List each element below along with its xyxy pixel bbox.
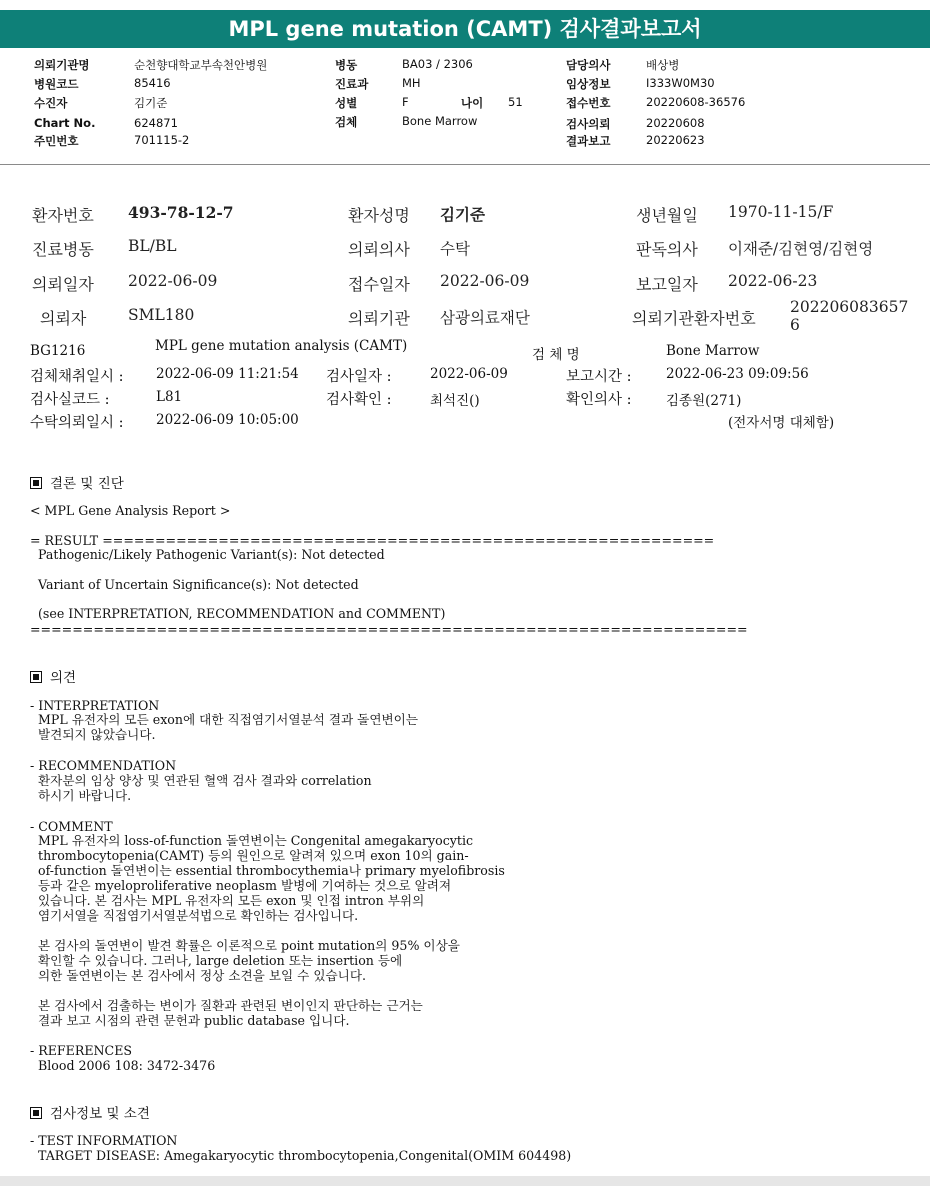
recommendation-heading: - RECOMMENDATION [30, 758, 177, 773]
header-label: 검체 [335, 115, 358, 129]
specimen-value: Bone Marrow [666, 343, 760, 359]
test-information-heading [30, 1102, 150, 1122]
patient-value: 수탁 [440, 240, 470, 258]
interpretation-heading: - INTERPRETATION [30, 698, 160, 713]
patient-label: 진료병동 [32, 240, 94, 259]
references-heading: - REFERENCES [30, 1043, 133, 1058]
header-label: 접수번호 [566, 96, 611, 110]
report-subtitle: < MPL Gene Analysis Report > [30, 503, 231, 518]
header-label: 수진자 [34, 96, 68, 110]
references-body: Blood 2006 108: 3472-3476 [30, 1058, 216, 1073]
conclusion-heading [30, 472, 124, 492]
result-text: Pathogenic/Likely Pathogenic Variant(s): Not detected [30, 547, 385, 562]
test-value: 2022-06-23 09:09:56 [666, 366, 809, 382]
header-value: 701115-2 [134, 133, 190, 147]
patient-value: 2022-06-09 [440, 272, 530, 290]
result-line: ==================================================================== [30, 622, 748, 637]
patient-label: 보고일자 [636, 275, 698, 294]
header-divider [0, 164, 930, 165]
patient-label: 의뢰기관 [348, 309, 410, 328]
patient-label: 환자성명 [348, 206, 410, 225]
patient-value: SML180 [128, 306, 195, 324]
section-title: 결론 및 진단 [50, 476, 124, 492]
page-bottom-bar [0, 1176, 930, 1186]
report-title: MPL gene mutation (CAMT) 검사결과보고서 [0, 10, 930, 48]
header-label: 진료과 [335, 77, 369, 91]
patient-value: 6 [790, 316, 800, 334]
header-value: 85416 [134, 76, 171, 90]
header-label: 결과보고 [566, 134, 611, 148]
patient-label: 환자번호 [32, 206, 94, 225]
patient-name: 김기준 [440, 205, 485, 224]
test-value: 2022-06-09 10:05:00 [156, 412, 299, 428]
header-label: 의뢰기관명 [34, 58, 90, 72]
test-value: L81 [156, 389, 183, 405]
patient-label: 의뢰기관환자번호 [632, 309, 756, 328]
comment-body: 본 검사에서 검출하는 변이가 질환과 관련된 변이인지 판단하는 근거는 결과 보고 시점의 관련 문헌과 public database 입니다. [38, 998, 423, 1028]
test-value: 김종원(271) [666, 393, 742, 409]
patient-value: 삼광의료재단 [440, 309, 530, 327]
patient-value: 2022-06-23 [728, 272, 818, 290]
patient-label: 생년월일 [636, 206, 698, 225]
square-bullet-icon [30, 671, 42, 683]
opinion-heading [30, 666, 76, 686]
test-information-subheading: - TEST INFORMATION [30, 1133, 178, 1148]
test-code: BG1216 [30, 343, 86, 359]
header-label: 성별 [335, 96, 358, 110]
patient-value: 1970-11-15/F [728, 203, 834, 221]
header-label: 담당의사 [566, 58, 611, 72]
header-value: 20220608 [646, 116, 705, 130]
test-label: 검사일자 : [326, 369, 392, 385]
comment-heading: - COMMENT [30, 819, 113, 834]
section-title: 검사정보 및 소견 [50, 1106, 150, 1122]
header-label: 병동 [335, 58, 358, 72]
test-value: 2022-06-09 11:21:54 [156, 366, 299, 382]
age-label: 나이 [461, 96, 484, 110]
header-value: 624871 [134, 116, 178, 130]
test-label: 검사확인 : [326, 392, 392, 408]
result-text: Variant of Uncertain Significance(s): Not detected [30, 577, 359, 592]
header-label: 병원코드 [34, 77, 79, 91]
header-value: Bone Marrow [402, 114, 478, 128]
header-value: I333W0M30 [646, 76, 715, 90]
test-value: 최석진() [430, 393, 480, 409]
result-text: (see INTERPRETATION, RECOMMENDATION and COMMENT) [30, 606, 446, 621]
header-label: 검사의뢰 [566, 117, 611, 131]
test-value: 2022-06-09 [430, 366, 508, 382]
comment-body: 본 검사의 돌연변이 발견 확률은 이론적으로 point mutation의 95% 이상을 확인할 수 있습니다. 그러나, large deletion 또는 insertion 등에 의한 돌연변이는 본 검사에서 정상 소견을 보일 수 있습니다. [38, 938, 460, 983]
header-label: 주민번호 [34, 134, 79, 148]
header-value: F [402, 95, 409, 109]
test-name: MPL gene mutation analysis (CAMT) [155, 338, 408, 354]
result-line: = RESULT ========================================================== [30, 533, 715, 548]
patient-value: 2022-06-09 [128, 272, 218, 290]
header-value: 20220623 [646, 133, 705, 147]
header-label: 임상정보 [566, 77, 611, 91]
square-bullet-icon [30, 477, 42, 489]
patient-label: 의뢰의사 [348, 240, 410, 259]
test-label: 확인의사 : [566, 392, 632, 408]
patient-value: 202206083657 [790, 298, 909, 316]
header-value: BA03 / 2306 [402, 57, 473, 71]
interpretation-body: MPL 유전자의 모든 exon에 대한 직접염기서열분석 결과 돌연변이는 발견되지 않았습니다. [38, 712, 418, 742]
patient-label: 의뢰자 [40, 309, 87, 328]
recommendation-body: 환자분의 임상 양상 및 연관된 혈액 검사 결과와 correlation 하시기 바랍니다. [38, 773, 372, 803]
test-label: 검체채취일시 : [30, 369, 124, 385]
test-label: 검사실코드 : [30, 392, 110, 408]
section-title: 의견 [50, 670, 77, 686]
header-label: Chart No. [34, 116, 96, 130]
patient-value: 이재준/김현영/김현영 [728, 240, 874, 258]
target-disease: TARGET DISEASE: Amegakaryocytic thrombocytopenia,Congenital(OMIM 604498) [30, 1148, 572, 1163]
patient-value: BL/BL [128, 237, 177, 255]
header-value: 김기준 [134, 96, 168, 110]
header-value: 20220608-36576 [646, 95, 746, 109]
patient-label: 접수일자 [348, 275, 410, 294]
header-value: 배상병 [646, 58, 680, 72]
square-bullet-icon [30, 1107, 42, 1119]
patient-label: 의뢰일자 [32, 275, 94, 294]
specimen-label: 검 체 명 [532, 347, 580, 363]
esign-note: (전자서명 대체함) [728, 415, 835, 431]
patient-label: 판독의사 [636, 240, 698, 259]
test-label: 보고시간 : [566, 369, 632, 385]
comment-body: MPL 유전자의 loss-of-function 돌연변이는 Congenital amegakaryocytic thrombocytopenia(CAMT) 등의 원인으로 알려져 있으며 exon 10의 gain- of-function 돌연변이는 essential thrombocythemia나 primary myelofibrosis 등과 같은 myeloproliferative neoplasm 발병에 기여하는 것으로 알려져 있습니다. 본 검사는 MPL 유전자의 모든 exon 및 인접 intron 부위의 염기서열을 직접염기서열분석법으로 확인하는 검사입니다. [38, 833, 505, 923]
patient-id: 493-78-12-7 [128, 203, 234, 222]
age-value: 51 [508, 95, 523, 109]
header-value: MH [402, 76, 421, 90]
header-value: 순천향대학교부속천안병원 [134, 58, 268, 72]
test-label: 수탁의뢰일시 : [30, 415, 124, 431]
